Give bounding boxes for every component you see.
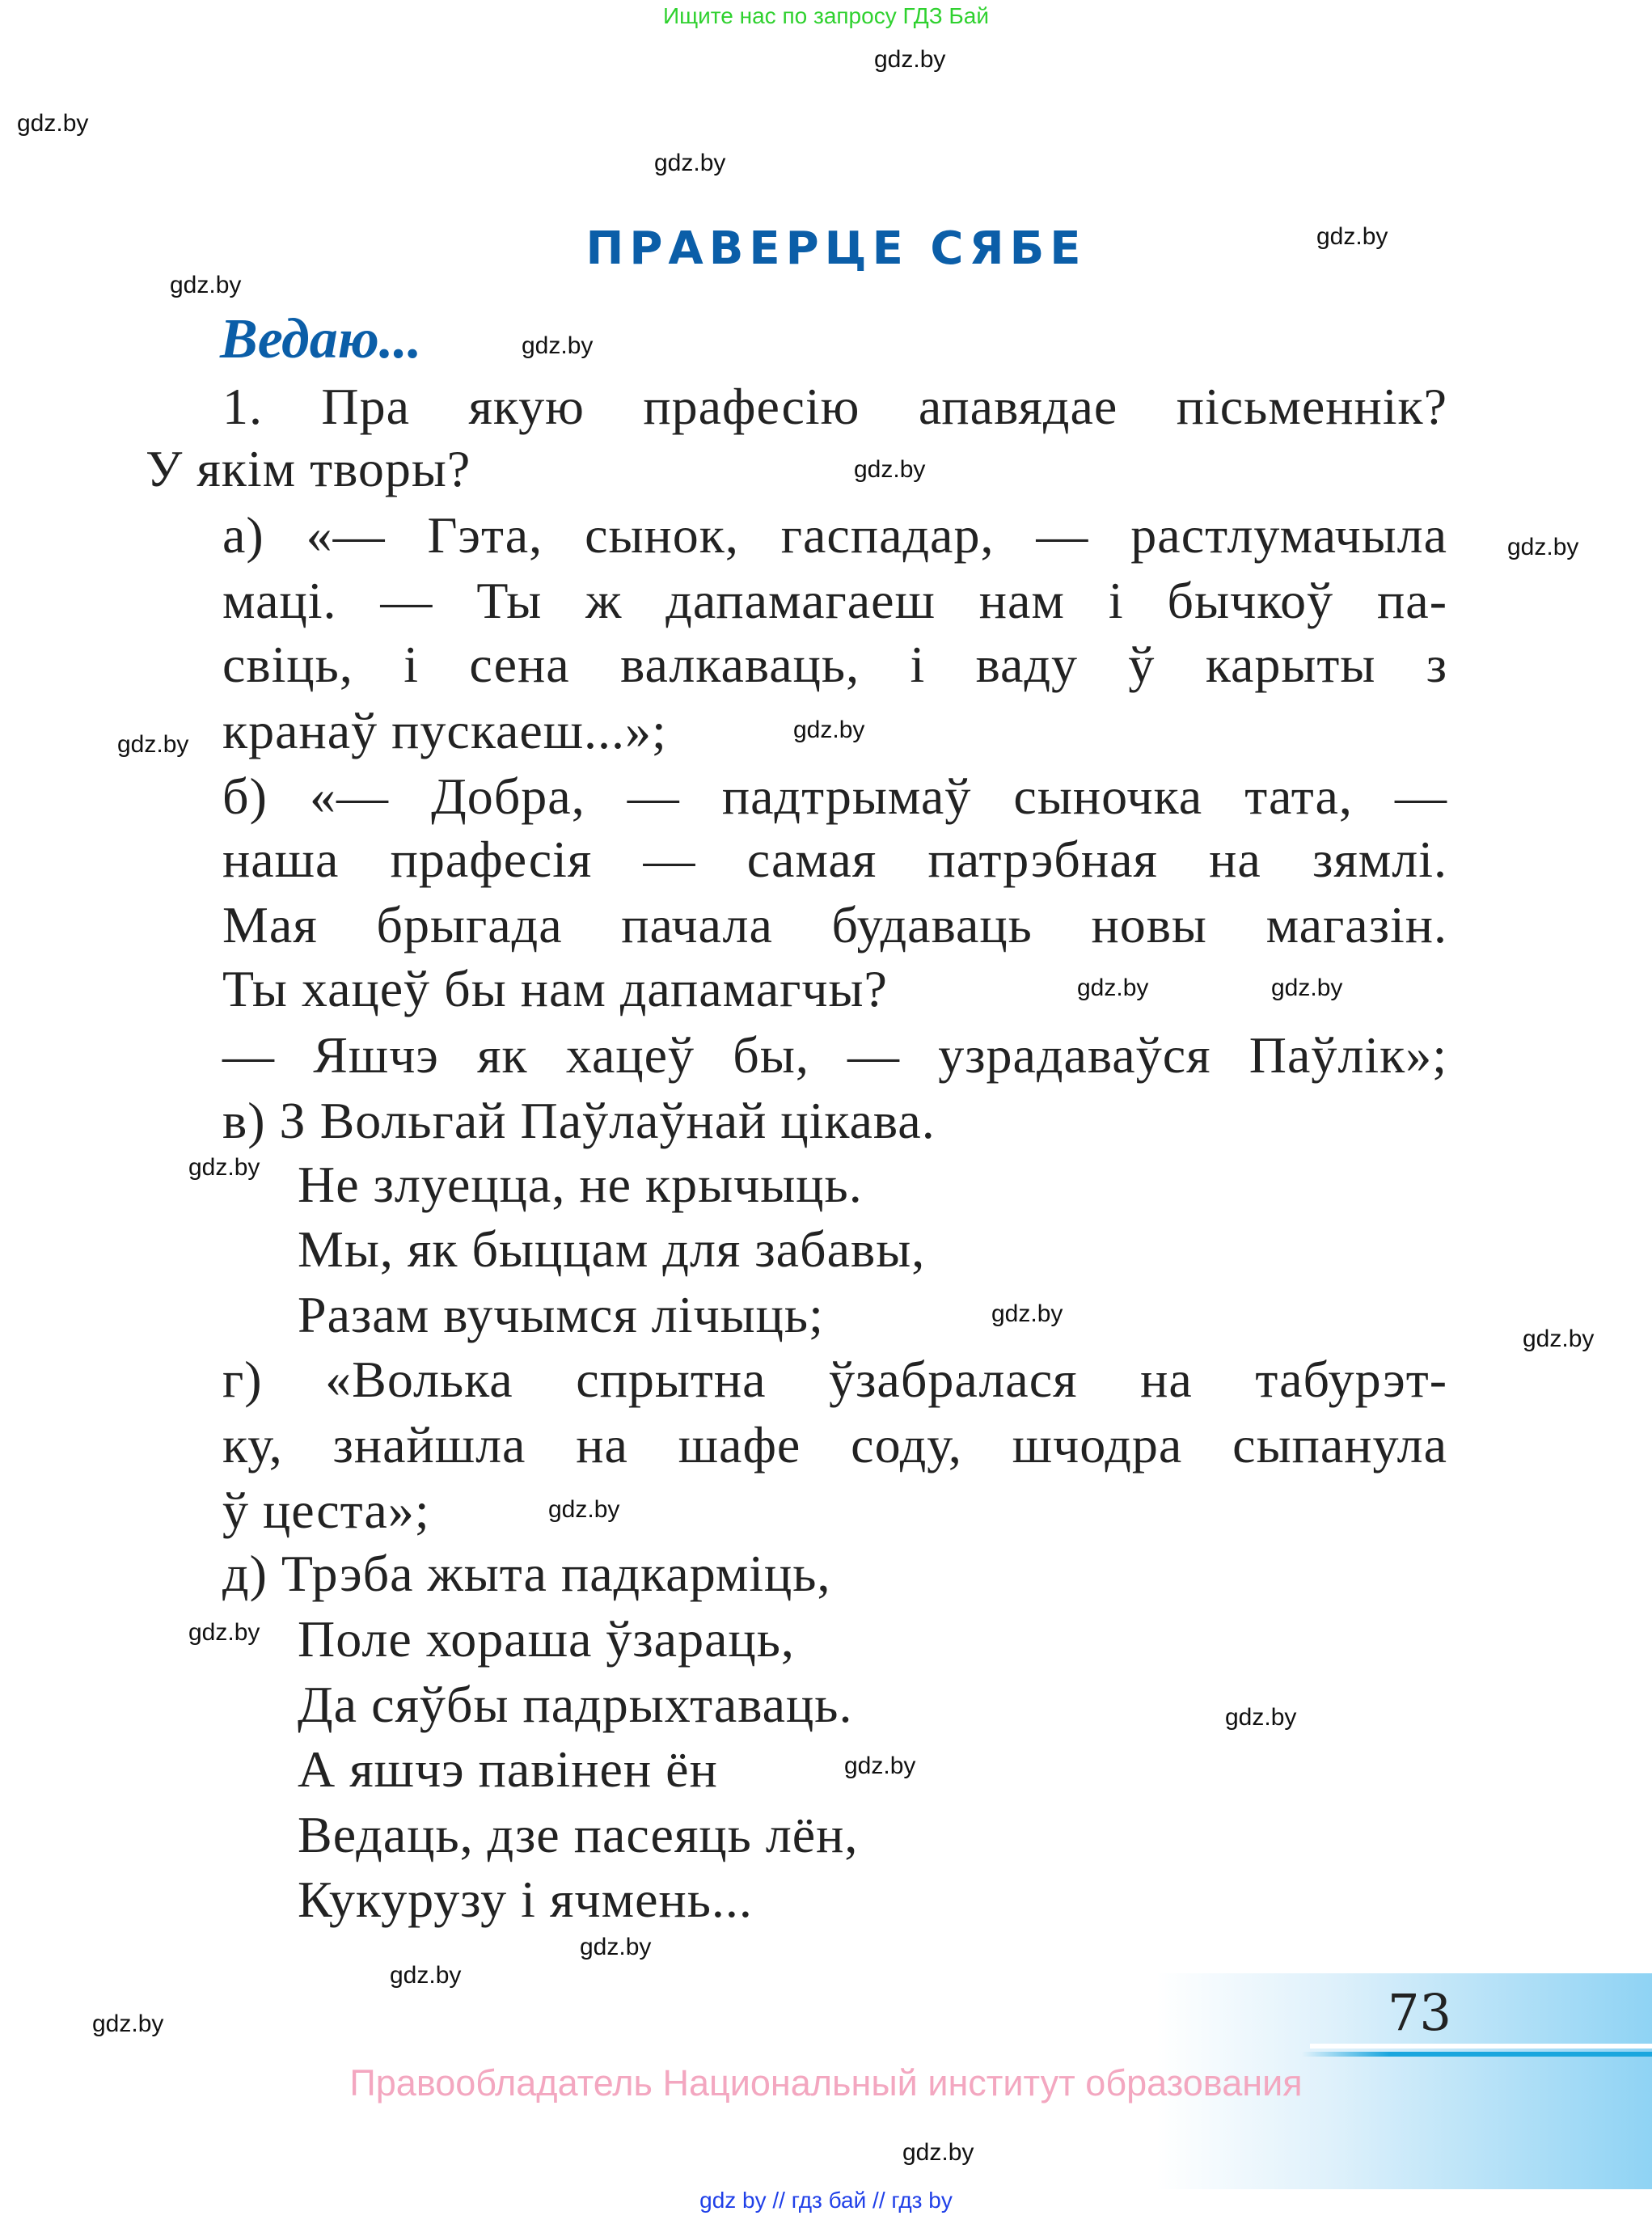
text-line: Мы, як быццам для забавы,	[298, 1220, 926, 1278]
text-line: кранаў пускаеш...»;	[222, 702, 667, 759]
text-line: Не злуецца, не крычыць.	[298, 1156, 863, 1213]
watermark-text: gdz.by	[188, 1154, 260, 1181]
watermark-text: gdz.by	[1225, 1704, 1297, 1731]
text-line: Разам вучымся лічыць;	[298, 1286, 824, 1343]
watermark-text: gdz.by	[117, 731, 189, 758]
text-line: У якім творы?	[146, 440, 471, 497]
text-line: Да сяўбы падрыхтаваць.	[298, 1676, 853, 1733]
watermark-text: gdz.by	[854, 456, 926, 483]
watermark-text: gdz.by	[1077, 975, 1149, 1001]
text-line: Ты хацеў бы нам дапамагчы?	[222, 960, 888, 1017]
watermark-text: gdz.by	[390, 1962, 462, 1989]
watermark-text: gdz.by	[17, 110, 89, 137]
text-line: наша прафесія — самая патрэбная на зямлі.	[222, 831, 1447, 888]
divider	[1302, 2052, 1652, 2057]
watermark-text: gdz.by	[654, 150, 726, 176]
copyright-notice: Правообладатель Национальный институт образования	[349, 2062, 1303, 2103]
watermark-text: gdz.by	[170, 272, 242, 298]
text-line: а) «— Гэта, сынок, гаспадар, — растлумачыла	[222, 506, 1447, 564]
watermark-text: gdz.by	[548, 1496, 620, 1523]
watermark-text: gdz.by	[92, 2010, 164, 2037]
search-hint: Ищите нас по запросу ГДЗ Бай	[662, 3, 990, 28]
watermark-text: gdz.by	[522, 332, 594, 359]
text-line: 1. Пра якую прафесію апавядае пісьменнік?	[222, 378, 1447, 435]
text-line: — Яшчэ як хацеў бы, — узрадаваўся Паўлік»;	[222, 1026, 1447, 1084]
watermark-text: gdz.by	[1316, 223, 1388, 250]
section-subtitle: Ведаю...	[220, 308, 422, 370]
page-title: ПРАВЕРЦЕ СЯБЕ	[585, 222, 1087, 275]
text-line: в) З Вольгай Паўлаўнай цікава.	[222, 1092, 936, 1149]
watermark-text: gdz.by	[991, 1300, 1063, 1327]
text-line: Кукурузу і ячмень...	[298, 1871, 753, 1928]
watermark-text: gdz.by	[902, 2139, 974, 2166]
text-line: ку, знайшла на шафе соду, шчодра сыпанула	[222, 1416, 1447, 1474]
footer-links[interactable]: gdz by // гдз бай // гдз by	[699, 2188, 953, 2213]
watermark-text: gdz.by	[188, 1619, 260, 1646]
divider	[1310, 2044, 1652, 2049]
text-line: б) «— Добра, — падтрымаў сыночка тата, —	[222, 767, 1447, 825]
page-number: 73	[1388, 1983, 1451, 2042]
text-line: г) «Волька спрытна ўзабралася на табурэт-	[222, 1351, 1447, 1408]
watermark-text: gdz.by	[580, 1934, 652, 1960]
text-line: Поле хораша ўзараць,	[298, 1610, 795, 1668]
text-line: д) Трэба жыта падкарміць,	[222, 1545, 831, 1602]
watermark-text: gdz.by	[1523, 1326, 1595, 1352]
watermark-text: gdz.by	[1507, 534, 1579, 560]
watermark-text: gdz.by	[844, 1753, 916, 1779]
watermark-text: gdz.by	[874, 46, 946, 73]
text-line: А яшчэ павінен ён	[298, 1740, 718, 1798]
watermark-text: gdz.by	[1271, 975, 1343, 1001]
text-line: ў цеста»;	[222, 1482, 430, 1539]
text-line: свіць, і сена валкаваць, і ваду ў карыты з	[222, 636, 1447, 693]
text-line: маці. — Ты ж дапамагаеш нам і бычкоў па-	[222, 572, 1447, 629]
watermark-text: gdz.by	[793, 717, 865, 743]
text-line: Ведаць, дзе пасеяць лён,	[298, 1806, 859, 1863]
text-line: Мая брыгада пачала будаваць новы магазін.	[222, 896, 1447, 953]
